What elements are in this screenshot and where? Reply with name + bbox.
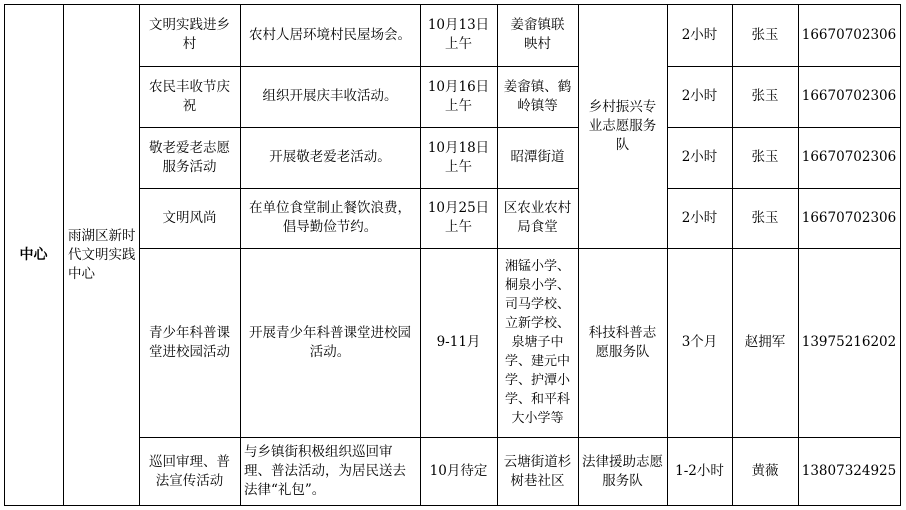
row-line <box>139 127 578 128</box>
row-line <box>667 188 901 189</box>
row2-place: 姜畲镇、鹤岭镇等 <box>503 78 572 114</box>
row3-contact: 张玉 <box>751 149 779 165</box>
row4-contact: 张玉 <box>751 209 779 226</box>
row6-place: 云塘街道杉树巷社区 <box>503 453 572 489</box>
merged-team-cell: 乡村振兴专业志愿服务队 <box>588 98 657 153</box>
row5-activity: 青少年科普课堂进校园活动 <box>149 324 230 360</box>
row2-activity: 农民丰收节庆祝 <box>149 78 230 114</box>
col-line <box>63 4 64 506</box>
organizer-cell: 雨湖区新时代文明实践中心 <box>68 227 136 282</box>
row2-contact: 张玉 <box>751 88 779 104</box>
row5-time: 9-11月 <box>436 334 481 350</box>
row2-duration: 2小时 <box>681 88 718 104</box>
col-line <box>420 4 421 506</box>
row3-duration: 2小时 <box>681 149 718 165</box>
row6-duration: 1-2小时 <box>675 463 724 479</box>
row4-duration: 2小时 <box>681 209 718 226</box>
row4-place: 区农业农村局食堂 <box>503 200 572 235</box>
row1-phone: 16670702306 <box>801 26 897 43</box>
row-line <box>139 248 901 249</box>
row1-duration: 2小时 <box>681 26 718 43</box>
row5-team: 科技科普志愿服务队 <box>588 324 657 360</box>
row6-contact: 黄薇 <box>751 463 779 479</box>
col-line <box>240 4 241 506</box>
col-line <box>497 4 498 506</box>
row2-content: 组织开展庆丰收活动。 <box>262 88 398 104</box>
row5-content: 开展青少年科普课堂进校园活动。 <box>249 324 411 360</box>
row1-activity: 文明实践进乡村 <box>149 17 230 52</box>
row5-duration: 3个月 <box>681 334 718 350</box>
row-line <box>139 66 578 67</box>
row5-place: 湘锰小学、桐泉小学、司马学校、立新学校、泉塘子中学、建元中学、护潭小学、和平科大小学等 <box>504 259 570 426</box>
category-cell: 中心 <box>19 246 48 263</box>
row4-content: 在单位食堂制止餐饮浪费，倡导勤俭节约。 <box>249 200 411 235</box>
row5-phone: 13975216202 <box>801 334 897 350</box>
row-line <box>139 188 578 189</box>
row5-contact: 赵拥军 <box>744 334 786 350</box>
row3-time: 10月18日上午 <box>427 139 490 175</box>
row-line <box>667 127 901 128</box>
row1-contact: 张玉 <box>751 26 779 43</box>
row6-activity: 巡回审理、普法宣传活动 <box>149 453 230 489</box>
row4-activity: 文明风尚 <box>162 209 217 226</box>
row6-phone: 13807324925 <box>801 463 897 479</box>
col-line <box>578 4 579 506</box>
border-left <box>4 4 5 506</box>
border-right <box>900 4 901 506</box>
row-line <box>667 66 901 67</box>
col-line <box>798 4 799 506</box>
row1-place: 姜畲镇联映村 <box>510 17 565 52</box>
row2-phone: 16670702306 <box>801 88 897 104</box>
row6-time: 10月待定 <box>429 463 488 479</box>
row6-content: 与乡镇街积极组织巡回审理、普法活动，为居民送去法律“礼包”。 <box>244 444 406 498</box>
row3-place: 昭潭街道 <box>510 149 565 165</box>
row1-content: 农村人居环境村民屋场会。 <box>249 26 411 43</box>
row3-activity: 敬老爱老志愿服务活动 <box>149 139 230 175</box>
row4-time: 10月25日上午 <box>427 200 490 235</box>
row4-phone: 16670702306 <box>801 209 897 226</box>
col-line <box>732 4 733 506</box>
row1-time: 10月13日上午 <box>427 17 490 52</box>
col-line <box>667 4 668 506</box>
row3-content: 开展敬老爱老活动。 <box>269 149 391 165</box>
row6-team: 法律援助志愿服务队 <box>582 453 663 489</box>
row-line <box>139 437 901 438</box>
row3-phone: 16670702306 <box>801 149 897 165</box>
col-line <box>139 4 140 506</box>
row2-time: 10月16日上午 <box>427 78 490 114</box>
